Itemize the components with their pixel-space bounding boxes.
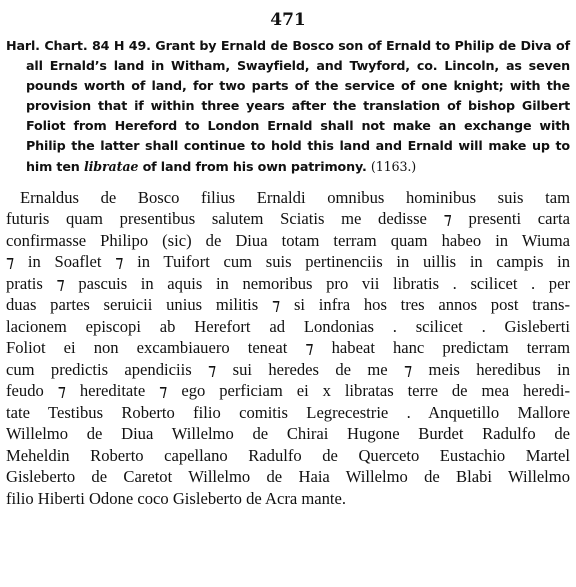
charter-abstract (6, 36, 570, 177)
charter-line: filio Hiberti Odone coco Gisleberto de Acra mante. (6, 488, 347, 508)
charter-line: Meheldin Roberto capellano Radulfo de Querceto Eustachio Martel (6, 445, 570, 465)
charter-line: Ernaldus de Bosco filius Ernaldi omnibus hominibus suis tam (20, 187, 570, 207)
charter-line: cum predictis apendiciis ⁊ sui heredes de me ⁊ meis heredibus in (6, 359, 570, 379)
abstract-text-end: of land from his own patrimony. (138, 158, 367, 174)
charter-line: ⁊ in Soaflet ⁊ in Tuifort cum suis pertinenciis in uillis in campis in (6, 252, 570, 272)
abstract-year: (1163.) (370, 158, 417, 174)
charter-line: feudo ⁊ hereditate ⁊ ego perficiam ei x libratas terre de mea heredi- (6, 381, 570, 401)
abstract-text: Harl. Chart. 84 H 49. Grant by Ernald de Bosco son of Ernald to Philip de Diva of all Ernald’s land in Witham, Swayfield, and Twyford, co. Lincoln, as seven pounds worth of land, for two parts of the service of one knight; with the provision that if within three years after the translation of bishop Gilbert Foliot from Hereford to London Ernald shall not make an exchange with Philip the latter shall continue to hold this land and Ernald will make up to him ten (6, 38, 570, 174)
page-number: 471 (270, 10, 306, 30)
charter-line: Gisleberto de Caretot Willelmo de Haia Willelmo de Blabi Willelmo (6, 467, 570, 487)
charter-line: pratis ⁊ pascuis in aquis in nemoribus pro vii libratis . scilicet . per (6, 273, 570, 293)
charter-line: futuris quam presentibus salutem Sciatis me dedisse ⁊ presenti carta (6, 209, 570, 229)
charter-line: confirmasse Philipo (sic) de Diua totam terram quam habeo in Wiuma (6, 230, 570, 250)
charter-line: Willelmo de Diua Willelmo de Chirai Hugone Burdet Radulfo de (6, 424, 570, 444)
abstract-italic-term: libratae (83, 158, 139, 174)
charter-line: tate Testibus Roberto filio comitis Legrecestrie . Anquetillo Mallore (6, 402, 570, 422)
charter-line: duas partes seruicii unius militis ⁊ si infra hos tres annos post trans- (6, 295, 570, 315)
charter-line: lacionem episcopi ab Herefort ad Londonias . scilicet . Gisleberti (6, 316, 570, 336)
charter-text (6, 187, 570, 510)
charter-line: Foliot ei non excambiauero teneat ⁊ habeat hanc predictam terram (6, 338, 570, 358)
